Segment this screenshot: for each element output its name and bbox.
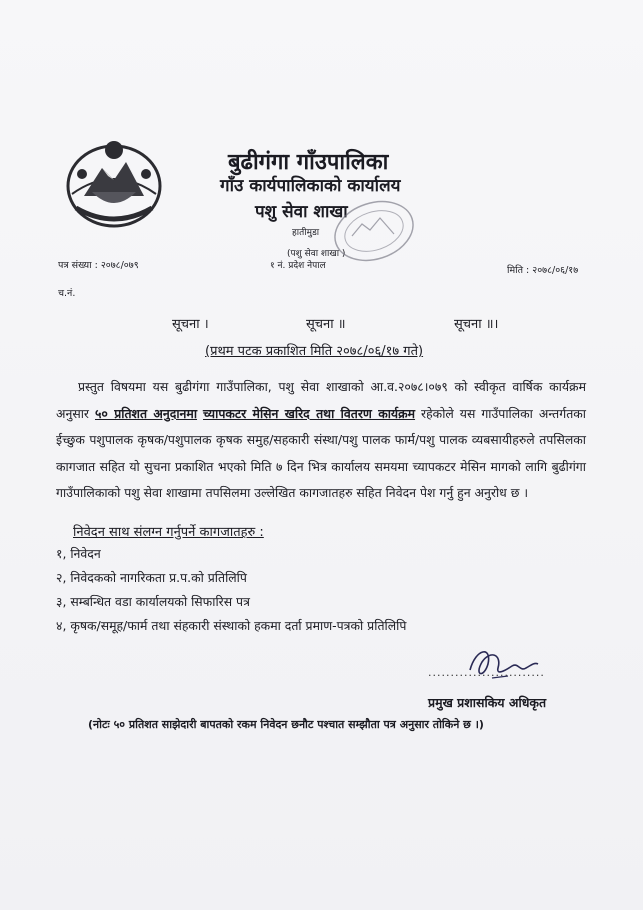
body-text-1: प्रस्तुत विषयमा यस बुढीगंगा गाउँपालिका, पशु सेवा शाखाको आ.व.२०७८।०७९ को स्वीकृत वार्षिक कार्यक्रम अनुसार [56, 379, 586, 421]
document-item: ४, कृषक/समूह/फार्म तथा संहकारी संस्थाको हकमा दर्ता प्रमाण-पत्रको प्रतिलिपि [56, 618, 407, 633]
letter-date: मिति : २०७८/०६/१७ [507, 265, 579, 276]
signature-line: .......................... [428, 666, 545, 679]
notice-heading-3: सूचना ॥। [454, 317, 499, 332]
body-highlight-program: च्यापकटर मेसिन खरिद तथा वितरण कार्यक्रम [203, 405, 416, 421]
header-address-line1: (पशु सेवा शाखा ) [287, 249, 346, 259]
document-item: ३, सम्बन्धित वडा कार्यालयको सिफारिस पत्र [56, 594, 250, 609]
organization-name: बुढीगंगा गाँउपालिका [228, 150, 389, 175]
notice-heading-1: सूचना । [172, 317, 209, 332]
publication-date-line: (प्रथम पटक प्रकाशित मिति २०७८/०६/१७ गते) [205, 344, 424, 359]
notice-body-paragraph [56, 374, 586, 507]
header-address-line2: १ नं. प्रदेश नेपाल [270, 261, 326, 271]
documents-heading: निवेदन साथ संलग्न गर्नुपर्ने कागजातहरु : [73, 525, 264, 540]
reference-number: पत्र संख्या : २०७८/०७९ [58, 260, 139, 271]
place-name: हातीमुडा [292, 228, 320, 238]
footer-note: (नोटः ५० प्रतिशत साझेदारी बापतको रकम निवेदन छनौट पश्चात सम्झौता पत्र अनुसार तोकिने छ ।) [88, 718, 484, 731]
body-highlight-subsidy: ५० प्रतिशत अनुदानमा [94, 405, 198, 421]
handwritten-signature [462, 640, 542, 690]
body-text-3: रहेकोले यस गाउँपालिका अन्तर्गतका ईच्छुक पशुपालक कृषक/पशुपालक कृषक समुह/सहकारी संस्था/पशु पालक फार्म/पशु पालक व्यबसायीहरुले तपसिलका कागजात सहित यो सुचना प्रकाशित भएको मिति ७ दिन भित्र कार्यालय समयमा च्यापकटर मेसिन मागको लागि बुढीगंगा गाउँपालिकाको पशु सेवा शाखामा तपसिलमा उल्लेखित कागजातहरु सहित निवेदन पेश गर्नु हुन अनुरोध छ । [56, 405, 586, 500]
office-seal-stamp [328, 196, 420, 266]
notice-heading-2: सूचना ॥ [306, 317, 346, 332]
nepal-emblem-icon [62, 134, 166, 230]
officer-title: प्रमुख प्रशासकिय अधिकृत [428, 695, 547, 710]
dispatch-number: च.नं. [58, 288, 76, 299]
office-name: गाँउ कार्यपालिकाको कार्यालय [220, 176, 401, 196]
section-name: पशु सेवा शाखा [255, 202, 348, 222]
document-item: १, निवेदन [56, 546, 101, 561]
document-item: २, निवेदकको नागरिकता प्र.प.को प्रतिलिपि [56, 570, 247, 585]
